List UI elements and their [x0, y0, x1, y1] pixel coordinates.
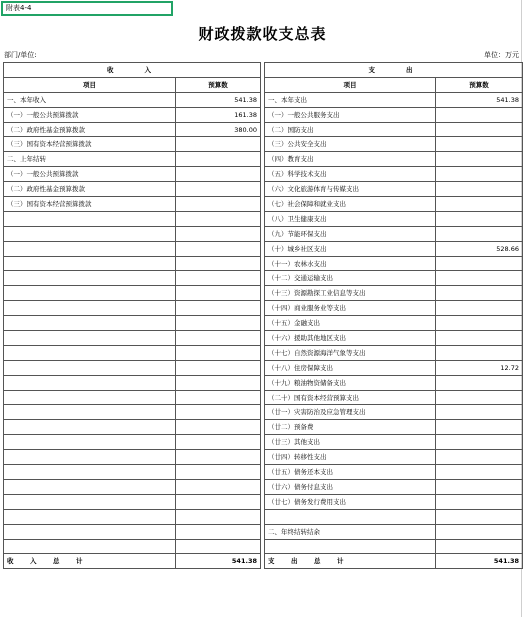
income-item-cell[interactable]: （一）一般公共预算拨款	[4, 167, 176, 182]
income-amount-cell[interactable]	[176, 256, 261, 271]
income-item-cell[interactable]	[4, 450, 176, 465]
expense-item-cell[interactable]: （一）一般公共服务支出	[265, 107, 436, 122]
expense-item-cell[interactable]: （十）城乡社区支出	[265, 241, 436, 256]
table-row	[4, 256, 523, 271]
expense-amount-cell[interactable]	[436, 271, 523, 286]
column-header-row	[4, 77, 523, 92]
expense-item-cell[interactable]: （七）社会保障和就业支出	[265, 197, 436, 212]
expense-item-cell[interactable]: 二、年终结转结余	[265, 524, 436, 539]
expense-amount-cell[interactable]	[436, 182, 523, 197]
table-row	[4, 271, 523, 286]
expense-item-cell[interactable]: （四）教育支出	[265, 152, 436, 167]
expense-item-cell[interactable]: （廿六）债务付息支出	[265, 479, 436, 494]
table-row	[4, 539, 523, 554]
table-row	[4, 107, 523, 122]
expense-amount-cell[interactable]: 541.38	[436, 92, 523, 107]
income-item-cell[interactable]	[4, 286, 176, 301]
table-row	[4, 241, 523, 256]
income-amount-cell[interactable]	[176, 137, 261, 152]
income-amount-cell[interactable]	[176, 197, 261, 212]
expense-item-cell[interactable]: （十六）援助其他地区支出	[265, 331, 436, 346]
income-item-header: 项目	[4, 77, 176, 92]
expense-item-cell[interactable]: （十八）住房保障支出	[265, 360, 436, 375]
table-row	[4, 345, 523, 360]
income-amount-cell[interactable]	[176, 375, 261, 390]
expense-amount-cell[interactable]	[436, 465, 523, 480]
income-item-cell[interactable]	[4, 316, 176, 331]
expense-amount-cell[interactable]	[436, 435, 523, 450]
expense-amount-cell[interactable]	[436, 211, 523, 226]
expense-total-amount[interactable]: 541.38	[436, 554, 523, 569]
income-amount-cell[interactable]	[176, 539, 261, 554]
income-item-cell[interactable]: 二、上年结转	[4, 152, 176, 167]
expense-amount-cell[interactable]: 12.72	[436, 360, 523, 375]
income-amount-cell[interactable]	[176, 420, 261, 435]
income-amount-cell[interactable]	[176, 271, 261, 286]
income-item-cell[interactable]: 一、本年收入	[4, 92, 176, 107]
expense-amount-cell[interactable]	[436, 509, 523, 524]
expense-item-cell[interactable]: （廿七）债务发行费用支出	[265, 494, 436, 509]
expense-item-cell[interactable]: （八）卫生健康支出	[265, 211, 436, 226]
income-item-cell[interactable]	[4, 390, 176, 405]
income-amount-cell[interactable]	[176, 211, 261, 226]
income-item-cell[interactable]	[4, 256, 176, 271]
income-item-cell[interactable]	[4, 539, 176, 554]
table-row	[4, 211, 523, 226]
table-row	[4, 316, 523, 331]
expense-amount-cell[interactable]	[436, 256, 523, 271]
expense-amount-cell[interactable]	[436, 390, 523, 405]
expense-amount-cell[interactable]	[436, 420, 523, 435]
expense-amount-cell[interactable]	[436, 286, 523, 301]
income-amount-cell[interactable]	[176, 241, 261, 256]
income-item-cell[interactable]	[4, 479, 176, 494]
selected-cell[interactable]: 附表4-4	[1, 1, 173, 16]
expense-item-cell[interactable]: （三）公共安全支出	[265, 137, 436, 152]
income-header: 收 入	[4, 63, 261, 78]
table-row	[4, 375, 523, 390]
income-amount-cell[interactable]	[176, 494, 261, 509]
income-budget-header: 预算数	[176, 77, 261, 92]
income-item-cell[interactable]	[4, 241, 176, 256]
expense-amount-cell[interactable]	[436, 301, 523, 316]
expense-amount-cell[interactable]	[436, 152, 523, 167]
income-item-cell[interactable]	[4, 211, 176, 226]
expense-item-cell[interactable]: （廿四）转移性支出	[265, 450, 436, 465]
expense-item-header: 项目	[265, 77, 436, 92]
expense-item-cell[interactable]: （五）科学技术支出	[265, 167, 436, 182]
expense-amount-cell[interactable]	[436, 345, 523, 360]
department-label: 部门/单位:	[4, 51, 37, 59]
expense-amount-cell[interactable]	[436, 450, 523, 465]
income-item-cell[interactable]: （二）政府性基金预算拨款	[4, 182, 176, 197]
income-item-cell[interactable]	[4, 271, 176, 286]
table-row	[4, 465, 523, 480]
table-row	[4, 450, 523, 465]
budget-table	[3, 62, 523, 569]
income-item-cell[interactable]	[4, 465, 176, 480]
expense-item-cell[interactable]: （廿一）灾害防治及应急管理支出	[265, 405, 436, 420]
income-amount-cell[interactable]	[176, 286, 261, 301]
table-row	[4, 167, 523, 182]
income-item-cell[interactable]	[4, 405, 176, 420]
expense-item-cell[interactable]	[265, 539, 436, 554]
expense-item-cell[interactable]: （二）国防支出	[265, 122, 436, 137]
income-amount-cell[interactable]	[176, 405, 261, 420]
expense-amount-cell[interactable]	[436, 226, 523, 241]
expense-amount-cell[interactable]	[436, 479, 523, 494]
unit-label: 单位：万元	[484, 51, 519, 59]
income-total-amount[interactable]: 541.38	[176, 554, 261, 569]
income-item-cell[interactable]	[4, 360, 176, 375]
table-row	[4, 479, 523, 494]
expense-amount-cell[interactable]	[436, 494, 523, 509]
expense-item-cell[interactable]: （廿五）债务还本支出	[265, 465, 436, 480]
section-header-row	[4, 63, 523, 78]
table-row	[4, 509, 523, 524]
income-amount-cell[interactable]	[176, 509, 261, 524]
table-row	[4, 420, 523, 435]
table-row	[4, 226, 523, 241]
table-row	[4, 405, 523, 420]
table-row	[4, 435, 523, 450]
income-amount-cell[interactable]	[176, 152, 261, 167]
expense-amount-cell[interactable]	[436, 122, 523, 137]
income-total-label[interactable]: 收 入 总 计	[4, 554, 176, 569]
page-title: 财政拨款收支总表	[198, 25, 327, 43]
expense-amount-cell[interactable]	[436, 107, 523, 122]
income-item-cell[interactable]: （三）国有资本经营预算拨款	[4, 137, 176, 152]
income-amount-cell[interactable]	[176, 301, 261, 316]
income-amount-cell[interactable]	[176, 435, 261, 450]
table-row	[4, 360, 523, 375]
table-row	[4, 524, 523, 539]
income-amount-cell[interactable]: 541.38	[176, 92, 261, 107]
expense-amount-cell[interactable]	[436, 375, 523, 390]
total-row	[4, 554, 523, 569]
income-amount-cell[interactable]	[176, 345, 261, 360]
table-row	[4, 92, 523, 107]
expense-amount-cell[interactable]	[436, 331, 523, 346]
expense-item-cell[interactable]: （二十）国有资本经营预算支出	[265, 390, 436, 405]
income-item-cell[interactable]	[4, 226, 176, 241]
income-item-cell[interactable]	[4, 509, 176, 524]
table-row	[4, 197, 523, 212]
income-item-cell[interactable]	[4, 375, 176, 390]
expense-item-cell[interactable]: （十九）粮油物资储备支出	[265, 375, 436, 390]
expense-item-cell[interactable]: （廿二）预备费	[265, 420, 436, 435]
income-item-cell[interactable]	[4, 435, 176, 450]
expense-item-cell[interactable]: （十一）农林水支出	[265, 256, 436, 271]
expense-item-cell[interactable]: （廿三）其他支出	[265, 435, 436, 450]
income-amount-cell[interactable]	[176, 226, 261, 241]
table-row	[4, 137, 523, 152]
table-row	[4, 286, 523, 301]
income-item-cell[interactable]	[4, 345, 176, 360]
income-item-cell[interactable]: （三）国有资本经营预算拨款	[4, 197, 176, 212]
income-item-cell[interactable]: （二）政府性基金预算拨款	[4, 122, 176, 137]
expense-amount-cell[interactable]	[436, 197, 523, 212]
table-row	[4, 122, 523, 137]
income-amount-cell[interactable]	[176, 331, 261, 346]
income-amount-cell[interactable]	[176, 465, 261, 480]
expense-amount-cell[interactable]	[436, 405, 523, 420]
income-amount-cell[interactable]	[176, 360, 261, 375]
income-item-cell[interactable]	[4, 524, 176, 539]
income-item-cell[interactable]	[4, 301, 176, 316]
expense-amount-cell[interactable]	[436, 316, 523, 331]
income-amount-cell[interactable]	[176, 182, 261, 197]
table-row	[4, 152, 523, 167]
expense-amount-cell[interactable]: 528.66	[436, 241, 523, 256]
expense-item-cell[interactable]: （九）节能环保支出	[265, 226, 436, 241]
expense-item-cell[interactable]	[265, 509, 436, 524]
table-row	[4, 301, 523, 316]
income-amount-cell[interactable]	[176, 479, 261, 494]
expense-header: 支 出	[265, 63, 523, 78]
income-item-cell[interactable]	[4, 420, 176, 435]
expense-item-cell[interactable]: （十四）商业服务业等支出	[265, 301, 436, 316]
expense-item-cell[interactable]: （十二）交通运输支出	[265, 271, 436, 286]
expense-item-cell[interactable]: （十五）金融支出	[265, 316, 436, 331]
expense-amount-cell[interactable]	[436, 539, 523, 554]
table-row	[4, 390, 523, 405]
income-amount-cell[interactable]	[176, 390, 261, 405]
expense-amount-cell[interactable]	[436, 167, 523, 182]
expense-item-cell[interactable]: 一、本年支出	[265, 92, 436, 107]
income-item-cell[interactable]	[4, 331, 176, 346]
income-item-cell[interactable]: （一）一般公共预算拨款	[4, 107, 176, 122]
income-amount-cell[interactable]	[176, 450, 261, 465]
table-row	[4, 182, 523, 197]
income-amount-cell[interactable]: 380.00	[176, 122, 261, 137]
expense-item-cell[interactable]: （十三）资源勘探工业信息等支出	[265, 286, 436, 301]
expense-item-cell[interactable]: （六）文化旅游体育与传媒支出	[265, 182, 436, 197]
expense-total-label[interactable]: 支 出 总 计	[265, 554, 436, 569]
income-amount-cell[interactable]	[176, 316, 261, 331]
table-row	[4, 494, 523, 509]
expense-budget-header: 预算数	[436, 77, 523, 92]
income-amount-cell[interactable]: 161.38	[176, 107, 261, 122]
income-item-cell[interactable]	[4, 494, 176, 509]
income-amount-cell[interactable]	[176, 524, 261, 539]
expense-item-cell[interactable]: （十七）自然资源海洋气象等支出	[265, 345, 436, 360]
income-amount-cell[interactable]	[176, 167, 261, 182]
expense-amount-cell[interactable]	[436, 524, 523, 539]
table-row	[4, 331, 523, 346]
expense-amount-cell[interactable]	[436, 137, 523, 152]
